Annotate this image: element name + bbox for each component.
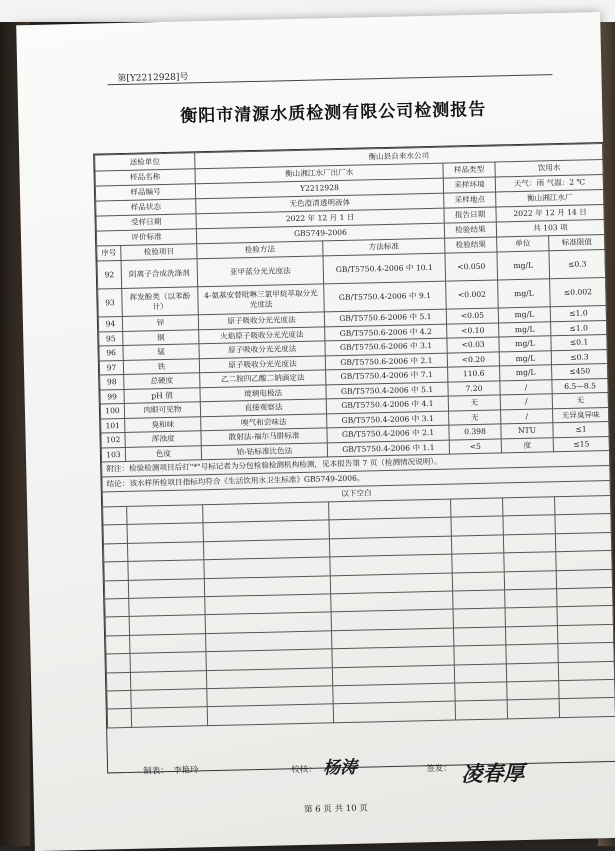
conclusion-text: 结论：该水样所检项目指标均符合《生活饮用水卫生标准》GB5749-2006。 (102, 465, 610, 492)
state-value: 无色澄清透明液体 (196, 193, 444, 214)
cell-no: 99 (100, 389, 124, 404)
cell-result: 无 (448, 395, 500, 411)
results-section (97, 235, 611, 507)
header-std: 方法标准 (323, 238, 445, 256)
cell-result: <0.002 (446, 280, 499, 309)
cell-item: 色度 (125, 445, 201, 461)
sample-name-value: 衡山湘江水厂出厂水 (195, 163, 443, 184)
cell-no: 96 (99, 345, 123, 360)
recv-date-label: 受样日期 (96, 214, 196, 231)
report-number: 第[Y2212928]号 (117, 72, 189, 85)
env-value: 天气：雨 气温：2 ℃ (495, 175, 603, 192)
cell-no: 102 (101, 432, 125, 447)
cell-limit: ≤0.002 (550, 278, 607, 307)
header-result: 检验结果 (445, 237, 497, 253)
cell-item: 阴离子合成洗涤剂 (121, 259, 198, 289)
cell-item: 挥发酚类（以苯酚计） (122, 287, 199, 317)
cell-limit: ≤0.3 (551, 349, 607, 365)
recv-date-value: 2022 年 12 月 1 日 (196, 208, 444, 229)
cell-item: 铜 (123, 329, 199, 345)
cell-result: <0.20 (447, 351, 499, 367)
sample-name-label: 样品名称 (95, 169, 195, 186)
cell-item: 总硬度 (124, 373, 200, 389)
cell-std: GB/T5750.4-2006 中 3.1 (327, 411, 449, 428)
cell-method: 直接观察法 (200, 399, 326, 416)
cell-unit: mg/L (499, 336, 551, 352)
cell-limit: ≤450 (552, 363, 608, 379)
cell-result: <5 (449, 438, 501, 454)
signer-signature: 凌春厚 (461, 759, 525, 787)
maker-name: 李艳玲 (173, 765, 199, 776)
cell-result: <0.10 (447, 322, 499, 338)
env-label: 采样环境 (443, 177, 495, 193)
cell-unit: mg/L (499, 321, 551, 337)
cell-no: 103 (101, 447, 125, 462)
cell-std: GB/T5750.6-2006 中 3.1 (325, 338, 447, 355)
cell-result: 0.398 (449, 424, 501, 440)
cell-unit: mg/L (498, 279, 551, 308)
cell-std: GB/T5750.4-2006 中 10.1 (323, 253, 446, 284)
state-label: 样品状态 (96, 199, 196, 216)
cell-method: 火焰原子吸收分光光度法 (199, 326, 325, 343)
cell-limit: ≤0.3 (549, 250, 606, 279)
site-value: 衡山湘江水厂 (496, 190, 604, 207)
cell-limit: ≤15 (553, 436, 609, 452)
cell-method: 玻璃电极法 (200, 384, 326, 401)
report-date-label: 报告日期 (444, 207, 496, 223)
cell-method: 原子吸收分光光度法 (199, 355, 325, 372)
cell-result: <0.050 (445, 252, 498, 281)
result-value: 共 103 项 (496, 220, 604, 237)
cell-method: 散射法-福尔马肼标准 (201, 428, 327, 445)
cell-std: GB/T5750.4-2006 中 5.1 (326, 382, 448, 399)
report-table (93, 142, 615, 773)
cell-item: pH 值 (124, 387, 200, 403)
client-label: 送检单位 (95, 153, 195, 171)
blank-grid (103, 495, 615, 727)
cell-method: 亚甲蓝分光光度法 (197, 256, 324, 287)
sample-id-label: 样品编号 (95, 184, 195, 201)
cell-unit: mg/L (497, 251, 550, 280)
cell-method: 嗅气和尝味法 (201, 413, 327, 430)
report-date-value: 2022 年 12 月 14 日 (496, 205, 604, 222)
cell-unit: 度 (501, 437, 553, 453)
cell-item: 铁 (123, 358, 199, 374)
header-method: 检验方法 (197, 241, 323, 259)
cell-std: GB/T5750.4-2006 中 4.1 (326, 396, 448, 413)
cell-unit: / (501, 408, 553, 424)
cell-no: 100 (100, 403, 124, 418)
signer-label: 签发： (426, 763, 452, 775)
cell-no: 98 (100, 374, 124, 389)
blank-marker: 以下空白 (102, 480, 610, 507)
cell-limit: 无异臭异味 (553, 407, 609, 423)
cell-unit: mg/L (498, 307, 550, 323)
cell-result: 110.6 (448, 366, 500, 382)
header-item: 检验项目 (121, 244, 197, 261)
report-page (16, 12, 615, 851)
report-title: 衡阳市清源水质检测有限公司检测报告 (180, 99, 487, 127)
sample-type-label: 样品类型 (443, 162, 495, 178)
cell-result: 无 (449, 409, 501, 425)
sample-id-value: Y2212928 (195, 178, 443, 199)
cell-std: GB/T5750.4-2006 中 9.1 (324, 281, 447, 312)
cell-limit: ≤1.0 (551, 320, 607, 336)
cell-method: 铂-钴标准比色法 (201, 442, 327, 459)
cell-limit: ≤1.0 (550, 306, 606, 322)
site-label: 采样地点 (444, 192, 496, 208)
header-unit: 单位 (497, 236, 549, 252)
cell-unit: NTU (501, 423, 553, 439)
cell-item: 锌 (122, 315, 198, 331)
cell-no: 93 (98, 288, 123, 317)
cell-result: <0.05 (446, 308, 498, 324)
cell-no: 101 (101, 418, 125, 433)
cell-result: 7.20 (448, 380, 500, 396)
cell-item: 臭和味 (125, 416, 201, 432)
cell-limit: 6.5—8.5 (552, 378, 608, 394)
cell-std: GB/T5750.6-2006 中 4.2 (325, 324, 447, 341)
cell-limit: 无 (552, 392, 608, 408)
cell-method: 原子吸收分光光度法 (198, 312, 324, 329)
cell-item: 浑浊度 (125, 431, 201, 447)
cell-unit: / (500, 394, 552, 410)
cell-result: <0.03 (447, 337, 499, 353)
standard-value: GB5749-2006 (196, 223, 444, 244)
cell-unit: / (500, 379, 552, 395)
sample-type-value: 饮用水 (495, 160, 603, 177)
cell-no: 97 (99, 360, 123, 375)
cell-no: 94 (98, 316, 122, 331)
note-text: 附注：检验检测项目后打"*"号标记者为分包检验检测机构检测，见本报告第 7 页（检测情况说明）。 (102, 450, 610, 477)
result-label: 检验结果 (444, 222, 496, 238)
cell-method: 原子吸收分光光度法 (199, 341, 325, 358)
info-section (95, 144, 605, 247)
checker-signature: 杨涛 (322, 757, 358, 779)
cell-no: 92 (97, 261, 122, 290)
cell-limit: ≤1 (553, 421, 609, 437)
cell-std: GB/T5750.4-2006 中 1.1 (327, 440, 449, 457)
checker-label: 校核： (291, 764, 317, 776)
header-limit: 标准限值 (549, 235, 605, 251)
cell-method: 乙二胺四乙酸二钠滴定法 (200, 370, 326, 387)
maker-label: 制表： (143, 766, 169, 777)
cell-item: 肉眼可见物 (124, 402, 200, 418)
page-number: 第 6 页 共 10 页 (303, 803, 368, 815)
client-value: 衡山县自来水公司 (195, 144, 603, 169)
cell-unit: mg/L (500, 365, 552, 381)
cell-std: GB/T5750.4-2006 中 2.1 (327, 425, 449, 442)
cell-std: GB/T5750.4-2006 中 7.1 (326, 367, 448, 384)
cell-limit: ≤0.1 (551, 334, 607, 350)
cell-no: 95 (99, 331, 123, 346)
cell-std: GB/T5750.6-2006 中 2.1 (325, 353, 447, 370)
standard-label: 评价标准 (96, 229, 196, 246)
cell-std: GB/T5750.6-2006 中 5.1 (324, 309, 446, 326)
cell-unit: mg/L (499, 350, 551, 366)
cell-method: 4-氨基安替吡啉三氯甲烷萃取分光光度法 (198, 284, 325, 315)
cell-item: 锰 (123, 344, 199, 360)
header-no: 序号 (97, 246, 121, 262)
